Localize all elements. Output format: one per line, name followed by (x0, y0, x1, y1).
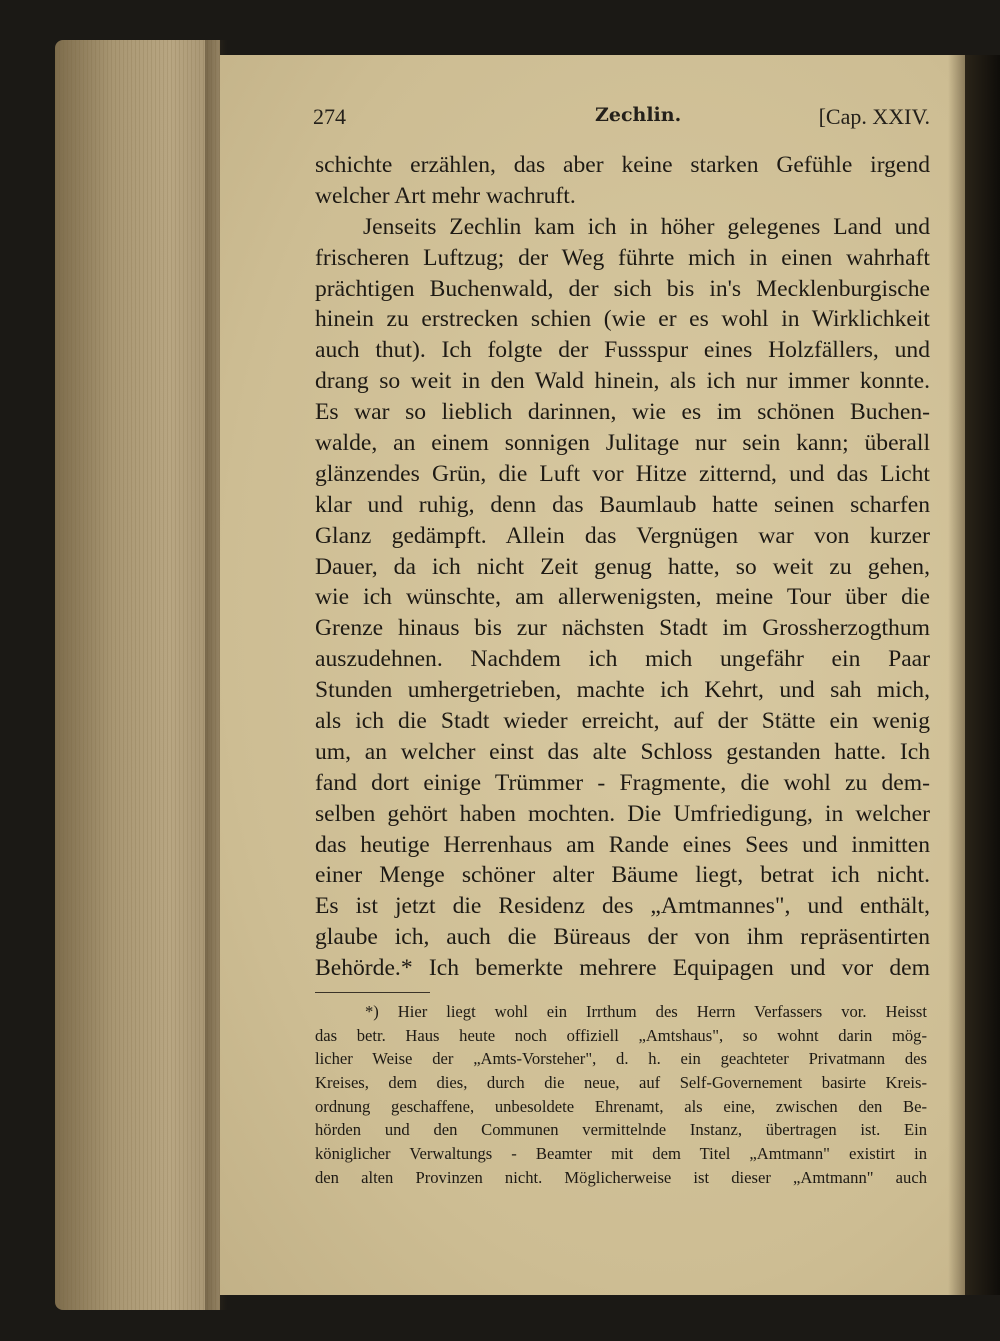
main-text (315, 150, 930, 984)
text-line: frischeren Luftzug; der Weg führte mich in einen wahrhaft (315, 244, 930, 271)
text-line: Behörde.* Ich bemerkte mehrere Equipagen und vor dem (315, 955, 930, 982)
text-line: schichte erzählen, das aber keine starken Gefühle irgend (315, 152, 930, 178)
book-page-edges (55, 40, 220, 1310)
footnote-separator (315, 992, 430, 993)
page-number: 274 (313, 104, 346, 129)
text-line: fand dort einige Trümmer - Fragmente, die wohl zu dem- (315, 769, 930, 796)
text-line: drang so weit in den Wald hinein, als ich nur immer konnte. (315, 368, 930, 395)
footnote-line: licher Weise der „Amts-Vorsteher", d. h. ein geachteter Privatmann des (315, 1049, 927, 1069)
text-line: Stunden umhergetrieben, machte ich Kehrt, und sah mich, (315, 677, 930, 704)
text-line: klar und ruhig, denn das Baumlaub hatte seinen scharfen (315, 491, 930, 518)
text-line: Glanz gedämpft. Allein das Vergnügen war von kurzer (315, 522, 930, 549)
footnote-line: königlicher Verwaltungs - Beamter mit dem Titel „Amtmann" existirt in (315, 1144, 927, 1164)
text-line: welcher Art mehr wachruft. (315, 182, 576, 209)
text-line: glänzendes Grün, die Luft vor Hitze zitternd, und das Licht (315, 460, 930, 487)
text-line: auszudehnen. Nachdem ich mich ungefähr ein Paar (315, 646, 930, 673)
text-line: Es war so lieblich darinnen, wie es im schönen Buchen- (315, 399, 930, 426)
text-line: Jenseits Zechlin kam ich in höher gelegenes Land und (363, 213, 930, 240)
running-title: Zechlin. (595, 104, 682, 126)
text-line: Grenze hinaus bis zur nächsten Stadt im Grossherzogthum (315, 615, 930, 642)
footnote-line: hörden und den Communen vermittelnde Instanz, übertragen ist. Ein (315, 1120, 927, 1140)
text-line: walde, an einem sonnigen Julitage nur sein kann; überall (315, 430, 930, 457)
chapter-reference: [Cap. XXIV. (818, 104, 930, 129)
footnote (315, 1000, 927, 1190)
running-header (313, 100, 930, 132)
footnote-line: Kreises, dem dies, durch die neue, auf Self-Governement basirte Kreis- (315, 1073, 927, 1093)
footnote-line: das betr. Haus heute noch offiziell „Amtshaus", so wohnt darin mög- (315, 1025, 927, 1045)
text-line: selben gehört haben mochten. Die Umfriedigung, in welcher (315, 800, 930, 827)
footnote-line: *) Hier liegt wohl ein Irrthum des Herrn Verfassers vor. Heisst (365, 1002, 927, 1021)
text-line: als ich die Stadt wieder erreicht, auf der Stätte ein wenig (315, 708, 930, 735)
text-line: einer Menge schöner alter Bäume liegt, betrat ich nicht. (315, 862, 930, 889)
text-line: auch thut). Ich folgte der Fussspur eines Holzfällers, und (315, 337, 930, 364)
text-line: das heutige Herrenhaus am Rande eines Sees und inmitten (315, 831, 930, 858)
text-line: um, an welcher einst das alte Schloss gestanden hatte. Ich (315, 738, 930, 765)
footnote-line: den alten Provinzen nicht. Möglicherweise ist dieser „Amtmann" auch (315, 1167, 927, 1187)
page-right-shadow (948, 55, 966, 1295)
text-line: Es ist jetzt die Residenz des „Amtmannes", und enthält, (315, 893, 930, 920)
text-line: Dauer, da ich nicht Zeit genug hatte, so weit zu gehen, (315, 553, 930, 580)
text-line: prächtigen Buchenwald, der sich bis in's Mecklenburgische (315, 275, 930, 302)
text-line: wie ich wünschte, am allerwenigsten, meine Tour über die (315, 584, 930, 611)
book-cover-edge (965, 55, 1000, 1295)
footnote-line: ordnung geschaffene, unbesoldete Ehrenamt, als eine, zwischen den Be- (315, 1096, 927, 1116)
text-line: glaube ich, auch die Büreaus der von ihm repräsentirten (315, 924, 930, 951)
text-line: hinein zu erstrecken schien (wie er es wohl in Wirklichkeit (315, 306, 930, 333)
